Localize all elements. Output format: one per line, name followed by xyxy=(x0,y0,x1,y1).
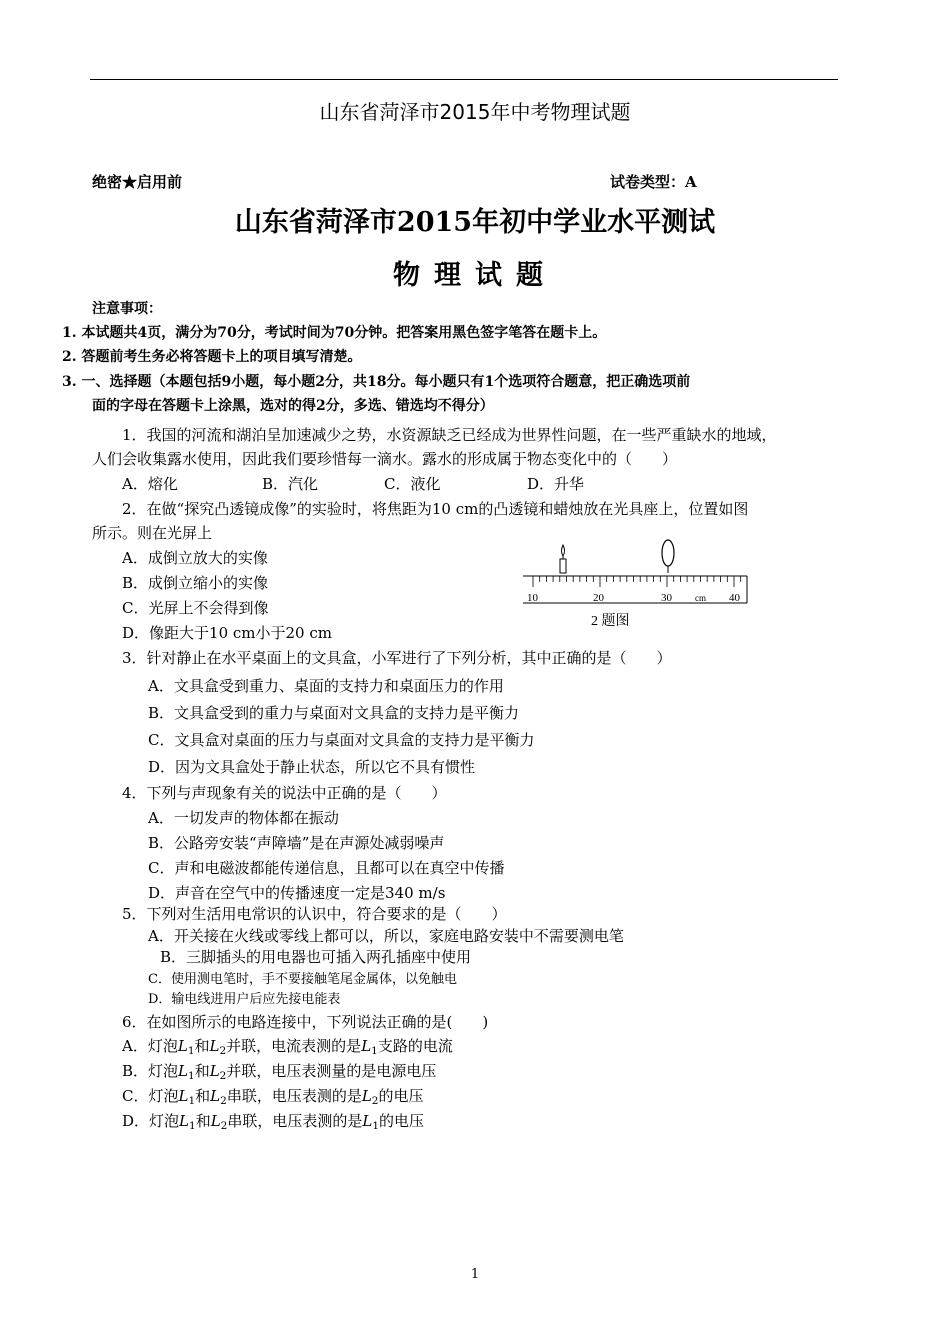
q3-stem: 3．针对静止在水平桌面上的文具盒，小军进行了下列分析，其中正确的是（ ） xyxy=(122,649,672,667)
optical-bench-figure xyxy=(515,535,755,645)
q4-option-b: B．公路旁安装“声障墙”是在声源处减弱噪声 xyxy=(148,834,445,852)
ruler-ticks xyxy=(533,576,741,587)
q6-stem: 6．在如图所示的电路连接中，下列说法正确的是( ) xyxy=(122,1013,489,1031)
q3-option-a: A．文具盒受到重力、桌面的支持力和桌面压力的作用 xyxy=(148,677,504,695)
q1-option-a: A．熔化 xyxy=(122,475,178,493)
q5-stem: 5．下列对生活用电常识的认识中，符合要求的是（ ） xyxy=(122,905,507,923)
q6-option-a: A．灯泡$L_1$和$L_2$并联，电流表测的是$L_1$支路的电流 xyxy=(122,1037,453,1057)
q1-option-c: C．液化 xyxy=(384,475,441,493)
q6-option-c: C．灯泡$L_1$和$L_2$串联，电压表测的是$L_2$的电压 xyxy=(122,1087,424,1107)
q1-stem: 人们会收集露水使用，因此我们要珍惜每一滴水。露水的形成属于物态变化中的（ ） xyxy=(92,450,678,468)
q4-option-c: C．声和电磁波都能传递信息，且都可以在真空中传播 xyxy=(148,859,505,877)
header-title: 山东省菏泽市2015年中考物理试题 xyxy=(319,100,631,124)
q5-option-d: D．输电线进用户后应先接电能表 xyxy=(148,992,341,1007)
q2-option-d: D．像距大于10 cm小于20 cm xyxy=(122,624,332,642)
notes-heading: 注意事项： xyxy=(92,301,162,317)
q4-option-d: D．声音在空气中的传播速度一定是340 m/s xyxy=(148,884,446,902)
q5-option-a: A．开关接在火线或零线上都可以，所以，家庭电路安装中不需要测电笔 xyxy=(148,927,624,945)
q3-option-d: D．因为文具盒处于静止状态，所以它不具有惯性 xyxy=(148,758,476,776)
q2-option-c: C．光屏上不会得到像 xyxy=(122,599,269,617)
q2-stem: 所示。则在光屏上 xyxy=(92,524,213,542)
tick-label: 40 xyxy=(729,592,740,604)
subject-title: 物理试题 xyxy=(393,260,557,291)
tick-label: cm xyxy=(695,593,706,603)
q6-option-d: D．灯泡$L_1$和$L_2$串联，电压表测的是$L_1$的电压 xyxy=(122,1112,425,1132)
q2-option-a: A．成倒立放大的实像 xyxy=(122,549,268,567)
q6-option-b: B．灯泡$L_1$和$L_2$并联，电压表测量的是电源电压 xyxy=(122,1062,437,1082)
tick-label: 30 xyxy=(661,592,672,604)
note-item: 1. 本试题共4页，满分为70分，考试时间为70分钟。把答案用黑色签字笔答在题卡上。 xyxy=(62,325,607,341)
q3-option-c: C．文具盒对桌面的压力与桌面对文具盒的支持力是平衡力 xyxy=(148,731,535,749)
q4-option-a: A．一切发声的物体都在振动 xyxy=(148,809,339,827)
note-item: 2. 答题前考生务必将答题卡上的项目填写清楚。 xyxy=(62,349,362,365)
q5-option-c: C．使用测电笔时，手不要接触笔尾金属体，以免触电 xyxy=(148,972,457,987)
q2-stem: 2．在做“探究凸透镜成像”的实验时，将焦距为10 cm的凸透镜和蜡烛放在光具座上，位置如图 xyxy=(122,500,749,518)
paper-type-label: 试卷类型：A xyxy=(610,173,697,191)
tick-label: 10 xyxy=(527,592,538,604)
header-rule xyxy=(90,79,838,80)
q5-option-b: B．三脚插头的用电器也可插入两孔插座中使用 xyxy=(160,948,472,966)
figure-caption: 2 题图 xyxy=(591,614,630,629)
main-title: 山东省菏泽市2015年初中学业水平测试 xyxy=(234,207,716,238)
convex-lens-icon xyxy=(662,540,674,573)
note-item: 面的字母在答题卡上涂黑，选对的得2分，多选、错选均不得分） xyxy=(92,398,494,414)
q1-option-d: D．升华 xyxy=(527,475,585,493)
q1-option-b: B．汽化 xyxy=(262,475,319,493)
confidential-label: 绝密★启用前 xyxy=(92,173,183,191)
q2-option-b: B．成倒立缩小的实像 xyxy=(122,574,269,592)
note-item: 3. 一、选择题（本题包括9小题，每小题2分，共18分。每小题只有1个选项符合题意，把正确选项前 xyxy=(62,374,691,390)
q4-stem: 4．下列与声现象有关的说法中正确的是（ ） xyxy=(122,784,447,802)
candle-icon xyxy=(560,545,566,573)
tick-label: 20 xyxy=(593,592,604,604)
q3-option-b: B．文具盒受到的重力与桌面对文具盒的支持力是平衡力 xyxy=(148,704,520,722)
q1-stem: 1．我国的河流和湖泊呈加速减少之势，水资源缺乏已经成为世界性问题，在一些严重缺水的地域， xyxy=(122,426,777,444)
page-number: 1 xyxy=(470,1267,480,1282)
